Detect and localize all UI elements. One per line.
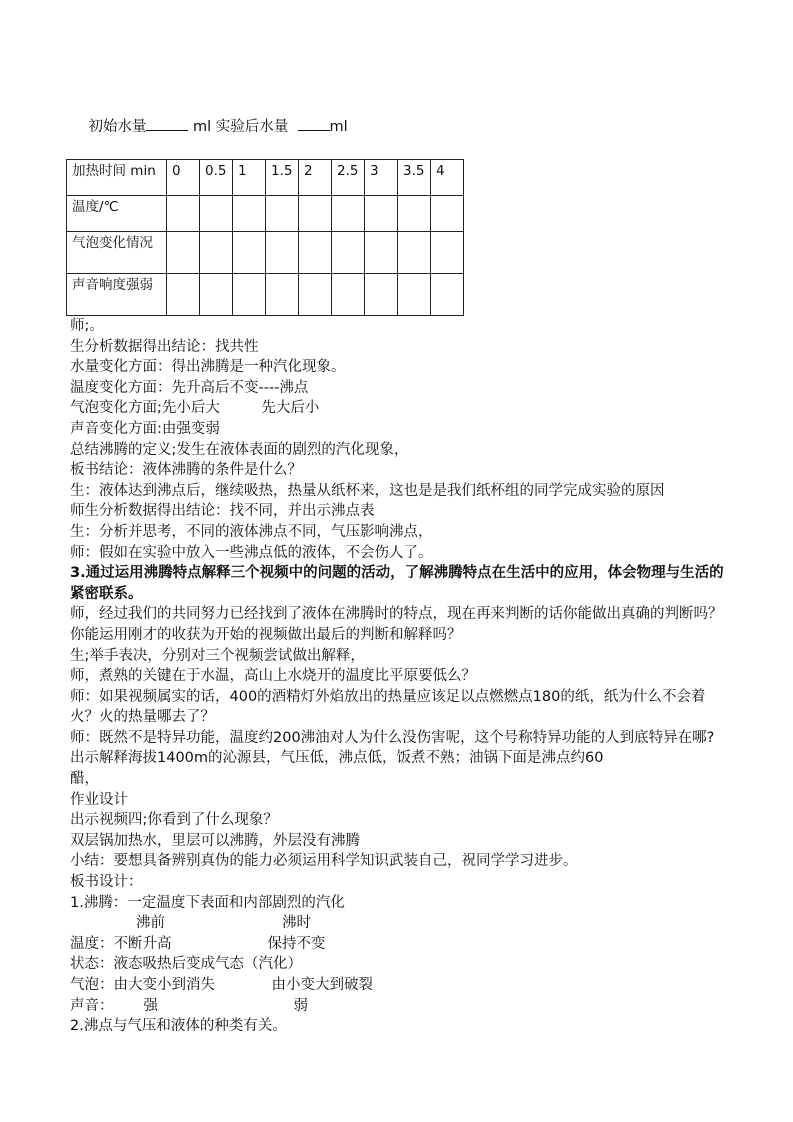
row-label-cell: 声音响度强弱 (67, 274, 167, 316)
document-page (70, 96, 730, 1037)
time-cell: 2.5 (332, 160, 365, 196)
board-row (70, 996, 730, 1017)
board-row-b: 保持不变 (267, 935, 326, 952)
empty-cell (332, 274, 365, 316)
board-design-title: 板书设计： (70, 874, 143, 891)
empty-cell (431, 232, 464, 274)
empty-cell (200, 232, 233, 274)
row-label-cell: 气泡变化情况 (67, 232, 167, 274)
board-conclusion: 2.沸点与气压和液体的种类有关。 (70, 1018, 287, 1035)
water-volume-line (70, 96, 730, 157)
board-row-label: 状态： (70, 956, 114, 973)
empty-cell (167, 196, 200, 232)
section-heading: 3.通过运用沸腾特点解释三个视频中的问题的活动，了解沸腾特点在生活中的应用，体会物理与生活的紧密联系。 (70, 565, 724, 602)
text-line: 出示解释海拔1400m的沁源县，气压低，沸点低，饭煮不熟；油锅下面是沸点约60 (70, 750, 604, 767)
board-row-b: 弱 (293, 997, 308, 1014)
time-cell: 0.5 (200, 160, 233, 196)
time-cell: 1 (233, 160, 266, 196)
table-header-cell: 加热时间 min (67, 160, 167, 196)
empty-cell (266, 274, 299, 316)
board-row (70, 954, 730, 975)
board-row-a: 由大变小到消失 (113, 977, 215, 993)
text-line: 生;举手表决，分别对三个视频尝试做出解释， (70, 647, 365, 664)
empty-cell (299, 232, 332, 274)
empty-cell (398, 232, 431, 274)
board-row-label: 温度： (70, 935, 114, 952)
board-row-label: 声音： (70, 997, 114, 1014)
board-row-a: 强 (143, 997, 158, 1014)
board-row-a: 不断升高 (113, 935, 172, 952)
empty-cell (233, 232, 266, 274)
empty-cell (332, 232, 365, 274)
after-water-blank (298, 116, 330, 131)
homework-title: 作业设计 (70, 791, 128, 808)
text-line: 师：假如在实验中放入一些沸点低的液体，不会伤人了。 (70, 544, 433, 561)
after-water-label: ml 实验后水量 (188, 119, 298, 135)
empty-cell (398, 196, 431, 232)
text-line: 水量变化方面：得出沸腾是一种汽化现象。 (70, 359, 346, 376)
empty-cell (365, 232, 398, 274)
text-line: 小结：要想具备辨别真伪的能力必须运用科学知识武装自己，祝同学学习进步。 (70, 853, 578, 870)
board-row-b: 由小变大到破裂 (271, 977, 373, 993)
empty-cell (233, 274, 266, 316)
board-row (70, 975, 730, 996)
board-subheader (70, 913, 730, 934)
empty-cell (431, 196, 464, 232)
text-line: 师，煮熟的关键在于水温，高山上水烧开的温度比平原要低么？ (70, 668, 476, 685)
empty-cell (299, 196, 332, 232)
text-line: 生：分析并思考，不同的液体沸点不同，气压影响沸点， (70, 523, 433, 540)
initial-water-blank (146, 116, 188, 131)
time-cell: 4 (431, 160, 464, 196)
board-row-a: 液态吸热后变成气态（汽化） (113, 956, 302, 973)
text-line: 1.沸腾：一定温度下表面和内部剧烈的汽化 (70, 894, 345, 911)
during-boiling-label: 沸时 (282, 915, 311, 932)
text-line: 气泡变化方面;先小后大 先大后小 (70, 400, 320, 417)
text-line: 总结沸腾的定义;发生在液体表面的剧烈的汽化现象， (70, 441, 409, 458)
empty-cell (431, 274, 464, 316)
text-line: 生分析数据得出结论：找共性 (70, 338, 259, 355)
empty-cell (365, 196, 398, 232)
empty-cell (299, 274, 332, 316)
table-row (67, 160, 464, 196)
text-line: 双层锅加热水，里层可以沸腾，外层没有沸腾 (70, 832, 360, 849)
table-row (67, 196, 464, 232)
empty-cell (167, 274, 200, 316)
empty-cell (167, 232, 200, 274)
ml-unit: ml (329, 119, 348, 135)
table-row (67, 274, 464, 316)
data-table (66, 159, 464, 316)
time-cell: 2 (299, 160, 332, 196)
board-row (70, 934, 730, 955)
text-line: 师生分析数据得出结论：找不同，并出示沸点表 (70, 503, 375, 520)
empty-cell (200, 274, 233, 316)
text-line: 醋， (70, 771, 99, 788)
text-line: 师，经过我们的共同努力已经找到了液体在沸腾时的特点，现在再来判断的话你能做出真确的判断吗？你能运用刚才的收获为开始的视频做出最后的判断和解释吗？ (70, 606, 723, 643)
text-line: 生：液体达到沸点后，继续吸热，热量从纸杯来，这也是是我们纸杯组的同学完成实验的原因 (70, 482, 665, 499)
time-cell: 3.5 (398, 160, 431, 196)
time-cell: 1.5 (266, 160, 299, 196)
text-line: 师：如果视频属实的话，400的酒精灯外焰放出的热量应该足以点燃燃点180的纸，纸为什么不会着火？火的热量哪去了？ (70, 688, 706, 726)
table-row (67, 232, 464, 274)
empty-cell (266, 232, 299, 274)
text-line: 师：既然不是特异功能，温度约200沸油对人为什么没伤害呢，这个号称特异功能的人到底特异在哪? (70, 729, 715, 746)
time-cell: 3 (365, 160, 398, 196)
empty-cell (233, 196, 266, 232)
empty-cell (332, 196, 365, 232)
text-line: 师;。 (70, 318, 104, 334)
text-line: 板书结论：液体沸腾的条件是什么？ (70, 462, 302, 479)
empty-cell (365, 274, 398, 316)
text-line: 温度变化方面：先升高后不变----沸点 (70, 379, 309, 396)
time-cell: 0 (167, 160, 200, 196)
empty-cell (200, 196, 233, 232)
text-line: 声音变化方面:由强变弱 (70, 420, 220, 437)
empty-cell (266, 196, 299, 232)
empty-cell (398, 274, 431, 316)
board-row-label: 气泡： (70, 977, 114, 993)
before-boiling-label: 沸前 (136, 915, 165, 932)
initial-water-label: 初始水量 (88, 119, 147, 135)
row-label-cell: 温度/℃ (67, 196, 167, 232)
text-line: 出示视频四;你看到了什么现象？ (70, 812, 278, 829)
